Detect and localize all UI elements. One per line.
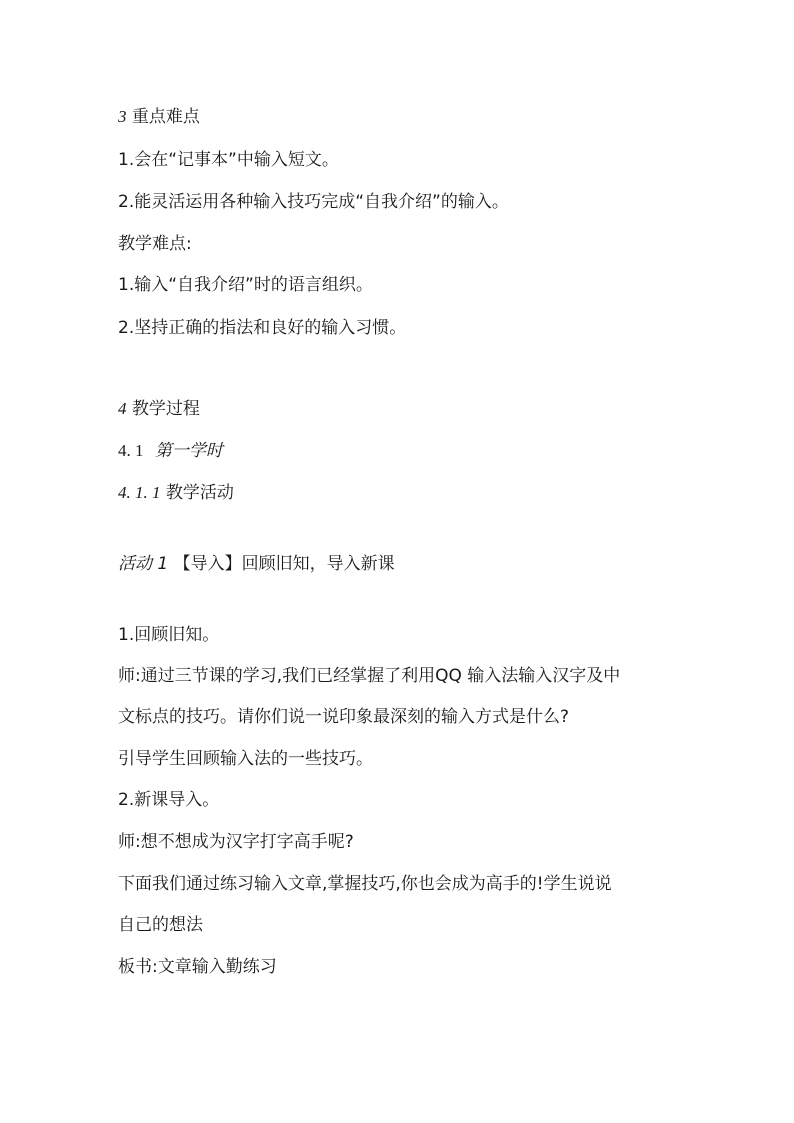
body-line: 引导学生回顾输入法的一些技巧。	[118, 749, 373, 769]
difficulty-heading: 教学难点:	[118, 234, 192, 254]
subsubsection-title: 教学活动	[165, 483, 234, 503]
body-line: 师:通过三节课的学习,我们已经掌握了利用QQ 输入法输入汉字及中	[118, 666, 621, 686]
body-line: 下面我们通过练习输入文章,掌握技巧,你也会成为高手的!学生说说	[118, 874, 612, 894]
section-3-title: 重点难点	[131, 107, 200, 127]
activity-heading	[118, 553, 395, 575]
body-line: 文标点的技巧。请你们说一说印象最深刻的输入方式是什么?	[118, 707, 570, 727]
subsubsection-heading	[118, 482, 234, 504]
key-point-2: 2.能灵活运用各种输入技巧完成“自我介绍”的输入。	[118, 192, 509, 212]
body-line: 自己的想法	[118, 915, 203, 935]
activity-label: 活动 1	[118, 554, 169, 574]
difficulty-2: 2.坚持正确的指法和良好的输入习惯。	[118, 318, 407, 338]
difficulty-1: 1.输入“自我介绍”时的语言组织。	[118, 275, 373, 295]
section-3-number: 3	[118, 107, 127, 126]
activity-text: 【导入】回顾旧知，导入新课	[173, 554, 395, 574]
subsection-number: 4. 1	[118, 441, 144, 460]
subsection-title: 第一学时	[154, 441, 223, 461]
body-line: 师:想不想成为汉字打字高手呢?	[118, 832, 354, 852]
section-4-number: 4	[118, 399, 127, 418]
body-line: 2.新课导入。	[118, 790, 220, 810]
body-line: 板书:文章输入勤练习	[118, 957, 277, 977]
section-4-heading	[118, 398, 200, 420]
key-point-1: 1.会在“记事本”中输入短文。	[118, 150, 339, 170]
body-line: 1.回顾旧知。	[118, 625, 220, 645]
subsubsection-number: 4. 1. 1	[118, 483, 161, 502]
subsection-heading	[118, 440, 223, 462]
section-4-title: 教学过程	[131, 399, 200, 419]
section-3-heading	[118, 106, 200, 128]
